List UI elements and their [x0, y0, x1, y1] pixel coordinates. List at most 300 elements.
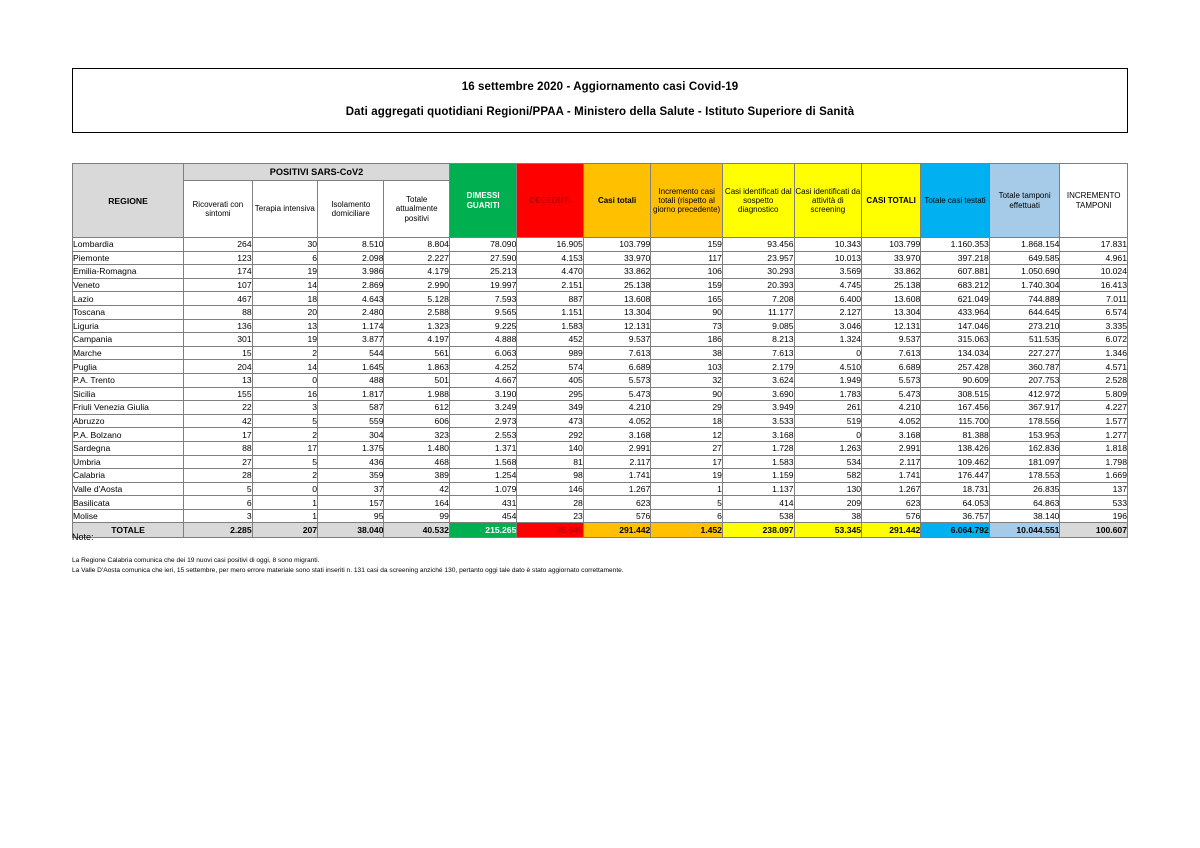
cell-isolamento-domiciliare: 3.986: [318, 265, 384, 279]
cell-total-label: TOTALE: [73, 523, 184, 538]
cell-casi-totali-2: 103.799: [862, 238, 921, 252]
cell-casi-screening: 2.127: [794, 305, 861, 319]
cell-casi-sospetto-diagnostico: 3.690: [722, 387, 794, 401]
cell-totale-tamponi: 367.917: [989, 401, 1060, 415]
cell-dimessi-guariti: 1.371: [449, 441, 516, 455]
cell-isolamento-domiciliare: 304: [318, 428, 384, 442]
cell-totale-tamponi: 38.140: [989, 509, 1060, 523]
table-row: [73, 469, 1128, 483]
cell-dimessi-guariti: 6.063: [449, 346, 516, 360]
cell-casi-screening: 582: [794, 469, 861, 483]
cell-dimessi-guariti: 3.249: [449, 401, 516, 415]
document-title-line1: 16 settembre 2020 - Aggiornamento casi Covid-19: [461, 81, 739, 93]
cell-totale-attualmente-positivi: 2.588: [384, 305, 449, 319]
cell-deceduti: 473: [517, 414, 583, 428]
cell-ricoverati-con-sintomi: 6: [184, 496, 253, 510]
cell-deceduti: 295: [517, 387, 583, 401]
table-row: [73, 265, 1128, 279]
cell-isolamento-domiciliare: 2.480: [318, 305, 384, 319]
cell-casi-totali-2: 576: [862, 509, 921, 523]
cell-region: Liguria: [73, 319, 184, 333]
cell-totale-casi-testati: 147.046: [921, 319, 990, 333]
header-dimessi-guariti: DIMESSI GUARITI: [449, 164, 516, 238]
cell-dimessi-guariti: 4.252: [449, 360, 516, 374]
cell-casi-sospetto-diagnostico: 1.137: [722, 482, 794, 496]
cell-casi-sospetto-diagnostico: 1.583: [722, 455, 794, 469]
cell-casi-sospetto-diagnostico: 23.957: [722, 251, 794, 265]
cell-deceduti: 98: [517, 469, 583, 483]
cell-totale-attualmente-positivi: 42: [384, 482, 449, 496]
cell-totale-casi-testati: 167.456: [921, 401, 990, 415]
cell-totale-casi-testati: 1.160.353: [921, 238, 990, 252]
cell-dimessi-guariti: 27.590: [449, 251, 516, 265]
table-row: [73, 278, 1128, 292]
cell-region: Calabria: [73, 469, 184, 483]
cell-incremento-casi-totali: 106: [651, 265, 723, 279]
cell-casi-totali: 12.131: [583, 319, 650, 333]
cell-dimessi-guariti: 25.213: [449, 265, 516, 279]
cell-incremento-casi-totali: 19: [651, 469, 723, 483]
cell-deceduti: 452: [517, 333, 583, 347]
cell-isolamento-domiciliare: 544: [318, 346, 384, 360]
cell-dimessi-guariti: 4.888: [449, 333, 516, 347]
cell-incremento-tamponi: 4.961: [1060, 251, 1128, 265]
note-line-1: La Regione Calabria comunica che dei 19 nuovi casi positivi di oggi, 8 sono migranti.: [72, 557, 320, 564]
cell-casi-totali-2: 5.473: [862, 387, 921, 401]
cell-casi-totali: 2.117: [583, 455, 650, 469]
cell-deceduti: 1.151: [517, 305, 583, 319]
cell-terapia-intensiva: 18: [252, 292, 317, 306]
cell-ricoverati-con-sintomi: 13: [184, 373, 253, 387]
cell-casi-totali: 7.613: [583, 346, 650, 360]
cell-casi-totali-2: 9.537: [862, 333, 921, 347]
cell-incremento-casi-totali: 103: [651, 360, 723, 374]
cell-isolamento-domiciliare: 157: [318, 496, 384, 510]
cell-isolamento-domiciliare: 37: [318, 482, 384, 496]
cell-dimessi-guariti: 2.553: [449, 428, 516, 442]
cell-incremento-tamponi: 1.798: [1060, 455, 1128, 469]
cell-region: Emilia-Romagna: [73, 265, 184, 279]
cell-dimessi-guariti: 9.565: [449, 305, 516, 319]
cell-totale-attualmente-positivi: 561: [384, 346, 449, 360]
cell-incremento-casi-totali: 90: [651, 305, 723, 319]
cell-casi-screening: 4.745: [794, 278, 861, 292]
cell-incremento-tamponi: 1.818: [1060, 441, 1128, 455]
cell-incremento-tamponi: 1.577: [1060, 414, 1128, 428]
cell-casi-screening: 209: [794, 496, 861, 510]
cell-totale-attualmente-positivi: 99: [384, 509, 449, 523]
cell-ricoverati-con-sintomi: 155: [184, 387, 253, 401]
cell-terapia-intensiva: 20: [252, 305, 317, 319]
cell-incremento-casi-totali: 6: [651, 509, 723, 523]
cell-casi-screening: 3.046: [794, 319, 861, 333]
cell-totale-tamponi: 26.835: [989, 482, 1060, 496]
table-row: [73, 496, 1128, 510]
cell-totale-tamponi: 1.050.690: [989, 265, 1060, 279]
cell-totale-tamponi: 360.787: [989, 360, 1060, 374]
cell-incremento-tamponi: 3.335: [1060, 319, 1128, 333]
header-terapia-intensiva: Terapia intensiva: [252, 181, 317, 238]
cell-terapia-intensiva: 30: [252, 238, 317, 252]
header-casi-totali-2: CASI TOTALI: [862, 164, 921, 238]
cell-totale-attualmente-positivi: 389: [384, 469, 449, 483]
cell-total-totale-tamponi: 10.044.551: [989, 523, 1060, 538]
cell-terapia-intensiva: 13: [252, 319, 317, 333]
cell-totale-attualmente-positivi: 468: [384, 455, 449, 469]
cell-isolamento-domiciliare: 95: [318, 509, 384, 523]
cell-deceduti: 989: [517, 346, 583, 360]
cell-casi-totali: 623: [583, 496, 650, 510]
cell-isolamento-domiciliare: 587: [318, 401, 384, 415]
header-totale-attualmente-positivi: Totale attualmente positivi: [384, 181, 449, 238]
cell-casi-sospetto-diagnostico: 414: [722, 496, 794, 510]
cell-ricoverati-con-sintomi: 136: [184, 319, 253, 333]
cell-ricoverati-con-sintomi: 88: [184, 305, 253, 319]
cell-isolamento-domiciliare: 2.098: [318, 251, 384, 265]
cell-isolamento-domiciliare: 2.869: [318, 278, 384, 292]
cell-total-terapia-intensiva: 207: [252, 523, 317, 538]
cell-isolamento-domiciliare: 1.817: [318, 387, 384, 401]
cell-region: Lombardia: [73, 238, 184, 252]
header-casi-screening: Casi identificati da attività di screening: [794, 164, 861, 238]
cell-casi-sospetto-diagnostico: 30.293: [722, 265, 794, 279]
cell-incremento-casi-totali: 159: [651, 238, 723, 252]
cell-totale-attualmente-positivi: 1.323: [384, 319, 449, 333]
cell-totale-tamponi: 207.753: [989, 373, 1060, 387]
covid-data-table: [72, 163, 1128, 538]
cell-casi-totali: 6.689: [583, 360, 650, 374]
cell-dimessi-guariti: 78.090: [449, 238, 516, 252]
cell-totale-attualmente-positivi: 5.128: [384, 292, 449, 306]
cell-region: P.A. Bolzano: [73, 428, 184, 442]
cell-casi-totali-2: 33.862: [862, 265, 921, 279]
cell-isolamento-domiciliare: 3.877: [318, 333, 384, 347]
cell-totale-tamponi: 64.863: [989, 496, 1060, 510]
cell-incremento-tamponi: 4.571: [1060, 360, 1128, 374]
cell-region: Molise: [73, 509, 184, 523]
table-row: [73, 387, 1128, 401]
cell-casi-totali: 3.168: [583, 428, 650, 442]
cell-totale-tamponi: 412.972: [989, 387, 1060, 401]
cell-terapia-intensiva: 2: [252, 346, 317, 360]
cell-totale-casi-testati: 607.881: [921, 265, 990, 279]
cell-casi-totali-2: 3.168: [862, 428, 921, 442]
cell-totale-casi-testati: 315.063: [921, 333, 990, 347]
cell-casi-screening: 534: [794, 455, 861, 469]
header-incremento-casi-totali: Incremento casi totali (rispetto al giorno precedente): [651, 164, 723, 238]
title-box: [72, 68, 1128, 133]
cell-incremento-tamponi: 10.024: [1060, 265, 1128, 279]
cell-incremento-casi-totali: 32: [651, 373, 723, 387]
cell-incremento-tamponi: 196: [1060, 509, 1128, 523]
cell-casi-totali: 13.608: [583, 292, 650, 306]
cell-totale-casi-testati: 397.218: [921, 251, 990, 265]
cell-totale-casi-testati: 109.462: [921, 455, 990, 469]
cell-ricoverati-con-sintomi: 123: [184, 251, 253, 265]
cell-ricoverati-con-sintomi: 15: [184, 346, 253, 360]
covid-data-table-wrapper: [72, 163, 1128, 538]
cell-terapia-intensiva: 19: [252, 333, 317, 347]
cell-casi-totali-2: 12.131: [862, 319, 921, 333]
cell-incremento-tamponi: 1.277: [1060, 428, 1128, 442]
cell-totale-attualmente-positivi: 1.988: [384, 387, 449, 401]
cell-casi-sospetto-diagnostico: 93.456: [722, 238, 794, 252]
cell-totale-tamponi: 227.277: [989, 346, 1060, 360]
cell-deceduti: 292: [517, 428, 583, 442]
cell-terapia-intensiva: 2: [252, 428, 317, 442]
table-row: [73, 509, 1128, 523]
table-row: [73, 251, 1128, 265]
cell-casi-totali-2: 623: [862, 496, 921, 510]
cell-deceduti: 146: [517, 482, 583, 496]
cell-isolamento-domiciliare: 8.510: [318, 238, 384, 252]
cell-casi-totali: 2.991: [583, 441, 650, 455]
cell-terapia-intensiva: 2: [252, 469, 317, 483]
cell-deceduti: 349: [517, 401, 583, 415]
cell-totale-tamponi: 181.097: [989, 455, 1060, 469]
cell-ricoverati-con-sintomi: 174: [184, 265, 253, 279]
cell-isolamento-domiciliare: 359: [318, 469, 384, 483]
cell-dimessi-guariti: 1.568: [449, 455, 516, 469]
cell-totale-attualmente-positivi: 1.480: [384, 441, 449, 455]
cell-dimessi-guariti: 9.225: [449, 319, 516, 333]
cell-totale-casi-testati: 115.700: [921, 414, 990, 428]
cell-totale-attualmente-positivi: 2.990: [384, 278, 449, 292]
cell-terapia-intensiva: 14: [252, 278, 317, 292]
cell-casi-sospetto-diagnostico: 3.624: [722, 373, 794, 387]
cell-totale-casi-testati: 308.515: [921, 387, 990, 401]
cell-total-incremento-casi-totali: 1.452: [651, 523, 723, 538]
cell-dimessi-guariti: 1.079: [449, 482, 516, 496]
cell-region: Abruzzo: [73, 414, 184, 428]
cell-incremento-casi-totali: 165: [651, 292, 723, 306]
cell-incremento-tamponi: 533: [1060, 496, 1128, 510]
cell-isolamento-domiciliare: 1.645: [318, 360, 384, 374]
cell-totale-tamponi: 153.953: [989, 428, 1060, 442]
cell-deceduti: 2.151: [517, 278, 583, 292]
table-row: [73, 292, 1128, 306]
cell-totale-casi-testati: 138.426: [921, 441, 990, 455]
header-group-positivi: POSITIVI SARS-CoV2: [184, 164, 450, 181]
header-incremento-tamponi: INCREMENTO TAMPONI: [1060, 164, 1128, 238]
cell-casi-totali-2: 5.573: [862, 373, 921, 387]
cell-casi-screening: 1.263: [794, 441, 861, 455]
cell-total-casi-totali-2: 291.442: [862, 523, 921, 538]
cell-casi-totali: 33.970: [583, 251, 650, 265]
cell-totale-casi-testati: 36.757: [921, 509, 990, 523]
cell-incremento-tamponi: 6.072: [1060, 333, 1128, 347]
cell-region: Lazio: [73, 292, 184, 306]
cell-deceduti: 16.905: [517, 238, 583, 252]
cell-total-casi-sospetto-diagnostico: 238.097: [722, 523, 794, 538]
cell-casi-sospetto-diagnostico: 9.085: [722, 319, 794, 333]
cell-casi-screening: 130: [794, 482, 861, 496]
cell-casi-totali: 576: [583, 509, 650, 523]
cell-casi-totali-2: 7.613: [862, 346, 921, 360]
cell-isolamento-domiciliare: 1.375: [318, 441, 384, 455]
cell-casi-screening: 0: [794, 346, 861, 360]
cell-totale-attualmente-positivi: 4.197: [384, 333, 449, 347]
cell-dimessi-guariti: 3.190: [449, 387, 516, 401]
cell-total-incremento-tamponi: 100.607: [1060, 523, 1128, 538]
document-title-line2: Dati aggregati quotidiani Regioni/PPAA - Ministero della Salute - Istituto Superiore di Sanità: [345, 106, 855, 118]
cell-totale-attualmente-positivi: 8.804: [384, 238, 449, 252]
cell-incremento-tamponi: 17.831: [1060, 238, 1128, 252]
cell-incremento-casi-totali: 90: [651, 387, 723, 401]
cell-casi-totali: 13.304: [583, 305, 650, 319]
cell-total-totale-casi-testati: 6.064.792: [921, 523, 990, 538]
cell-region: P.A. Trento: [73, 373, 184, 387]
table-row: [73, 360, 1128, 374]
cell-totale-casi-testati: 433.964: [921, 305, 990, 319]
cell-total-dimessi-guariti: 215.265: [449, 523, 516, 538]
cell-casi-sospetto-diagnostico: 538: [722, 509, 794, 523]
cell-terapia-intensiva: 19: [252, 265, 317, 279]
cell-totale-attualmente-positivi: 606: [384, 414, 449, 428]
cell-incremento-casi-totali: 186: [651, 333, 723, 347]
header-totale-tamponi: Totale tamponi effettuati: [989, 164, 1060, 238]
cell-ricoverati-con-sintomi: 264: [184, 238, 253, 252]
cell-total-casi-totali: 291.442: [583, 523, 650, 538]
cell-incremento-casi-totali: 38: [651, 346, 723, 360]
cell-terapia-intensiva: 0: [252, 482, 317, 496]
cell-deceduti: 4.153: [517, 251, 583, 265]
cell-casi-sospetto-diagnostico: 2.179: [722, 360, 794, 374]
cell-incremento-tamponi: 16.413: [1060, 278, 1128, 292]
cell-region: Valle d'Aosta: [73, 482, 184, 496]
cell-casi-sospetto-diagnostico: 3.949: [722, 401, 794, 415]
cell-dimessi-guariti: 7.593: [449, 292, 516, 306]
cell-terapia-intensiva: 17: [252, 441, 317, 455]
table-row: [73, 401, 1128, 415]
cell-totale-attualmente-positivi: 164: [384, 496, 449, 510]
cell-terapia-intensiva: 1: [252, 509, 317, 523]
cell-ricoverati-con-sintomi: 17: [184, 428, 253, 442]
cell-totale-tamponi: 1.740.304: [989, 278, 1060, 292]
cell-totale-attualmente-positivi: 1.863: [384, 360, 449, 374]
cell-casi-screening: 1.783: [794, 387, 861, 401]
cell-casi-totali: 103.799: [583, 238, 650, 252]
cell-totale-tamponi: 511.535: [989, 333, 1060, 347]
cell-totale-casi-testati: 621.049: [921, 292, 990, 306]
cell-dimessi-guariti: 431: [449, 496, 516, 510]
cell-ricoverati-con-sintomi: 28: [184, 469, 253, 483]
cell-region: Campania: [73, 333, 184, 347]
cell-deceduti: 1.583: [517, 319, 583, 333]
cell-region: Marche: [73, 346, 184, 360]
cell-region: Basilicata: [73, 496, 184, 510]
cell-casi-sospetto-diagnostico: 20.393: [722, 278, 794, 292]
cell-ricoverati-con-sintomi: 5: [184, 482, 253, 496]
cell-terapia-intensiva: 5: [252, 414, 317, 428]
cell-casi-totali-2: 1.267: [862, 482, 921, 496]
cell-totale-tamponi: 649.585: [989, 251, 1060, 265]
cell-dimessi-guariti: 454: [449, 509, 516, 523]
cell-ricoverati-con-sintomi: 42: [184, 414, 253, 428]
cell-region: Toscana: [73, 305, 184, 319]
cell-totale-attualmente-positivi: 4.179: [384, 265, 449, 279]
cell-incremento-casi-totali: 5: [651, 496, 723, 510]
cell-ricoverati-con-sintomi: 88: [184, 441, 253, 455]
cell-terapia-intensiva: 6: [252, 251, 317, 265]
cell-region: Sicilia: [73, 387, 184, 401]
cell-casi-screening: 38: [794, 509, 861, 523]
cell-terapia-intensiva: 14: [252, 360, 317, 374]
table-row: [73, 333, 1128, 347]
cell-totale-tamponi: 178.556: [989, 414, 1060, 428]
cell-totale-casi-testati: 257.428: [921, 360, 990, 374]
cell-ricoverati-con-sintomi: 22: [184, 401, 253, 415]
cell-totale-attualmente-positivi: 2.227: [384, 251, 449, 265]
cell-casi-screening: 1.949: [794, 373, 861, 387]
table-row: [73, 305, 1128, 319]
table-row: [73, 455, 1128, 469]
cell-incremento-casi-totali: 18: [651, 414, 723, 428]
cell-casi-totali-2: 13.608: [862, 292, 921, 306]
cell-terapia-intensiva: 16: [252, 387, 317, 401]
cell-incremento-casi-totali: 117: [651, 251, 723, 265]
cell-ricoverati-con-sintomi: 467: [184, 292, 253, 306]
cell-incremento-tamponi: 2.528: [1060, 373, 1128, 387]
cell-terapia-intensiva: 0: [252, 373, 317, 387]
cell-incremento-tamponi: 1.346: [1060, 346, 1128, 360]
cell-casi-totali-2: 33.970: [862, 251, 921, 265]
cell-casi-totali: 9.537: [583, 333, 650, 347]
cell-incremento-casi-totali: 73: [651, 319, 723, 333]
cell-casi-totali: 33.862: [583, 265, 650, 279]
cell-ricoverati-con-sintomi: 107: [184, 278, 253, 292]
header-isolamento-domiciliare: Isolamento domiciliare: [318, 181, 384, 238]
cell-ricoverati-con-sintomi: 204: [184, 360, 253, 374]
cell-total-casi-screening: 53.345: [794, 523, 861, 538]
cell-region: Friuli Venezia Giulia: [73, 401, 184, 415]
cell-casi-sospetto-diagnostico: 7.208: [722, 292, 794, 306]
cell-region: Piemonte: [73, 251, 184, 265]
cell-casi-screening: 1.324: [794, 333, 861, 347]
cell-totale-casi-testati: 176.447: [921, 469, 990, 483]
table-row: [73, 428, 1128, 442]
cell-casi-sospetto-diagnostico: 8.213: [722, 333, 794, 347]
cell-incremento-casi-totali: 12: [651, 428, 723, 442]
cell-totale-casi-testati: 81.388: [921, 428, 990, 442]
table-row: [73, 414, 1128, 428]
cell-casi-screening: 261: [794, 401, 861, 415]
cell-totale-casi-testati: 18.731: [921, 482, 990, 496]
cell-deceduti: 81: [517, 455, 583, 469]
cell-deceduti: 28: [517, 496, 583, 510]
cell-totale-tamponi: 644.645: [989, 305, 1060, 319]
cell-total-ricoverati-con-sintomi: 2.285: [184, 523, 253, 538]
header-deceduti: DECEDUTI: [517, 164, 583, 238]
cell-casi-totali: 1.267: [583, 482, 650, 496]
cell-incremento-casi-totali: 17: [651, 455, 723, 469]
cell-casi-sospetto-diagnostico: 1.728: [722, 441, 794, 455]
cell-deceduti: 887: [517, 292, 583, 306]
cell-incremento-tamponi: 137: [1060, 482, 1128, 496]
notes-section: [72, 532, 1072, 576]
cell-totale-casi-testati: 134.034: [921, 346, 990, 360]
cell-casi-sospetto-diagnostico: 3.533: [722, 414, 794, 428]
cell-ricoverati-con-sintomi: 27: [184, 455, 253, 469]
cell-casi-totali-2: 6.689: [862, 360, 921, 374]
header-casi-totali: Casi totali: [583, 164, 650, 238]
cell-total-isolamento-domiciliare: 38.040: [318, 523, 384, 538]
cell-terapia-intensiva: 3: [252, 401, 317, 415]
cell-dimessi-guariti: 2.973: [449, 414, 516, 428]
cell-region: Umbria: [73, 455, 184, 469]
table-row: [73, 441, 1128, 455]
cell-isolamento-domiciliare: 436: [318, 455, 384, 469]
